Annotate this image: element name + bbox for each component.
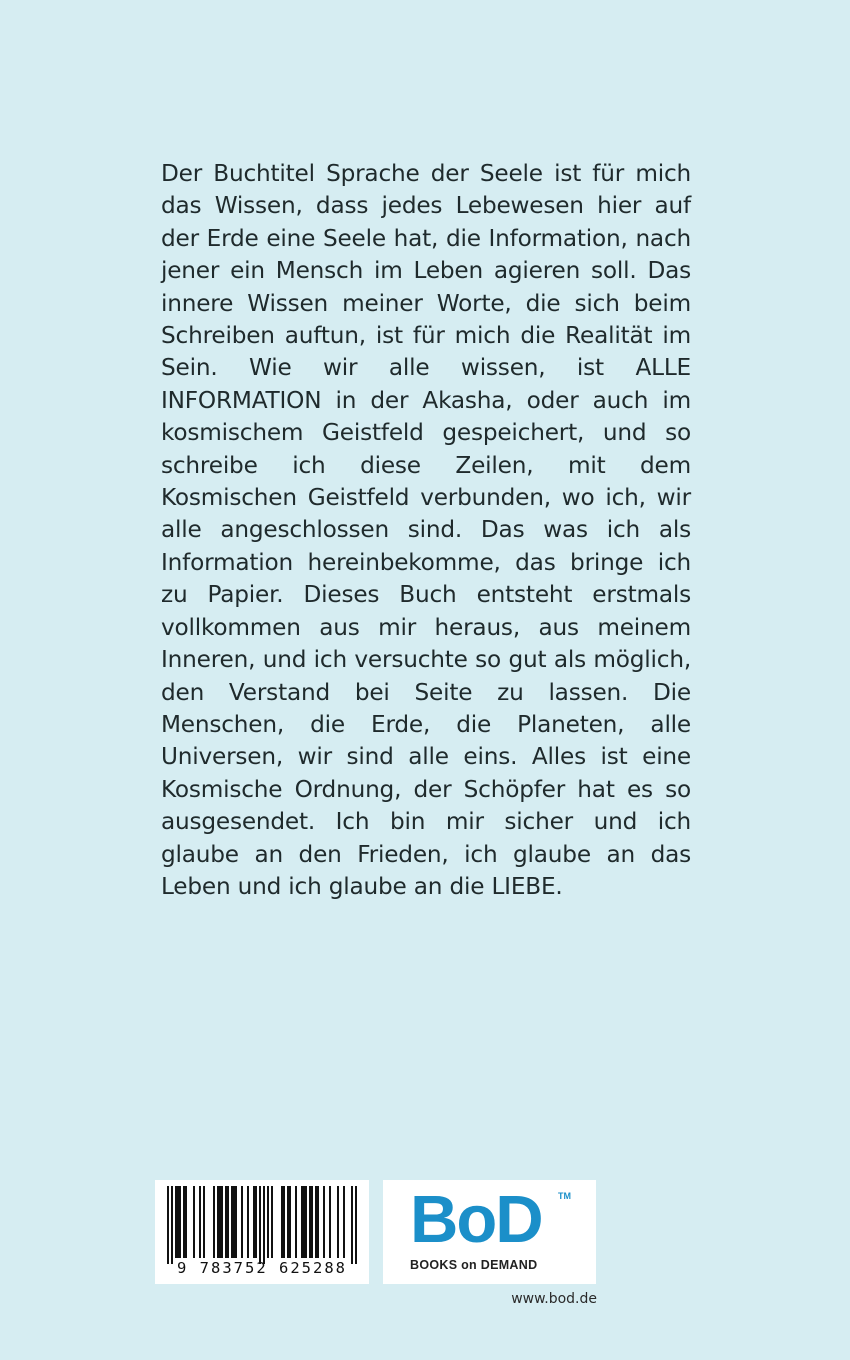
barcode-bar: [311, 1186, 313, 1258]
barcode-bar: [203, 1186, 205, 1258]
barcode-bar: [271, 1186, 273, 1258]
barcode-bar: [217, 1186, 219, 1258]
barcode-bar: [235, 1186, 237, 1258]
barcode-bar: [267, 1186, 269, 1258]
barcode-bar: [295, 1186, 297, 1258]
barcode-bar: [289, 1186, 291, 1258]
barcode-bar: [199, 1186, 201, 1258]
isbn-barcode: [155, 1180, 369, 1284]
barcode-bar: [337, 1186, 339, 1258]
barcode-bar: [219, 1186, 221, 1258]
barcode-bar: [305, 1186, 307, 1258]
barcode-bar: [227, 1186, 229, 1258]
barcode-bar: [179, 1186, 181, 1258]
barcode-bar: [183, 1186, 185, 1258]
barcode-bar: [247, 1186, 249, 1258]
barcode-bar: [287, 1186, 289, 1258]
barcode-guard-bar: [355, 1186, 357, 1264]
barcode-guard-bar: [351, 1186, 353, 1264]
barcode-bar: [309, 1186, 311, 1258]
logo-tagline: BOOKS on DEMAND: [410, 1258, 538, 1272]
barcode-bar: [343, 1186, 345, 1258]
barcode-bar: [231, 1186, 233, 1258]
barcode-guard-bar: [167, 1186, 169, 1264]
barcode-bar: [253, 1186, 255, 1258]
barcode-bar: [301, 1186, 303, 1258]
barcode-bar: [329, 1186, 331, 1258]
barcode-bar: [177, 1186, 179, 1258]
bod-logo-mark: BoD: [410, 1182, 542, 1257]
barcode-bar: [281, 1186, 283, 1258]
barcode-bar: [233, 1186, 235, 1258]
isbn-digits: 9 783752 625288: [177, 1259, 347, 1277]
barcode-bar: [221, 1186, 223, 1258]
barcode-bar: [323, 1186, 325, 1258]
barcode-bar: [213, 1186, 215, 1258]
barcode-guard-bar: [263, 1186, 265, 1264]
back-cover-blurb: Der Buchtitel Sprache der Seele ist für mich das Wissen, dass jedes Lebewesen hier auf der Erde eine Seele hat, die Information, nach jener ein Mensch im Leben agieren soll. Das innere Wissen meiner Worte, die sich beim Schreiben auftun, ist für mich die Realität im Sein. Wie wir alle wissen, ist ALLE INFORMATION in der Akasha, oder auch im kosmischem Geistfeld gespeichert, und so schreibe ich diese Zeilen, mit dem Kosmischen Geistfeld verbunden, wo ich, wir alle angeschlossen sind. Das was ich als Information hereinbekomme, das bringe ich zu Papier. Dieses Buch entsteht erstmals vollkommen aus mir heraus, aus meinem Inneren, und ich versuchte so gut als möglich, den Verstand bei Seite zu lassen. Die Menschen, die Erde, die Planeten, alle Universen, wir sind alle eins. Alles ist eine Kosmische Ordnung, der Schöpfer hat es so ausgesendet. Ich bin mir sicher und ich glaube an den Frieden, ich glaube an das Leben und ich glaube an die LIEBE.: [161, 160, 691, 900]
trademark-symbol: TM: [558, 1191, 571, 1201]
barcode-bar: [241, 1186, 243, 1258]
barcode-bar: [283, 1186, 285, 1258]
publisher-logo: [383, 1180, 596, 1284]
barcode-guard-bar: [259, 1186, 261, 1264]
barcode-bar: [193, 1186, 195, 1258]
barcode-bar: [225, 1186, 227, 1258]
publisher-website: www.bod.de: [511, 1291, 597, 1307]
barcode-bar: [185, 1186, 187, 1258]
barcode-bar: [315, 1186, 317, 1258]
barcode-guard-bar: [171, 1186, 173, 1264]
barcode-bar: [303, 1186, 305, 1258]
barcode-bar: [175, 1186, 177, 1258]
barcode-bar: [255, 1186, 257, 1258]
barcode-bar: [317, 1186, 319, 1258]
